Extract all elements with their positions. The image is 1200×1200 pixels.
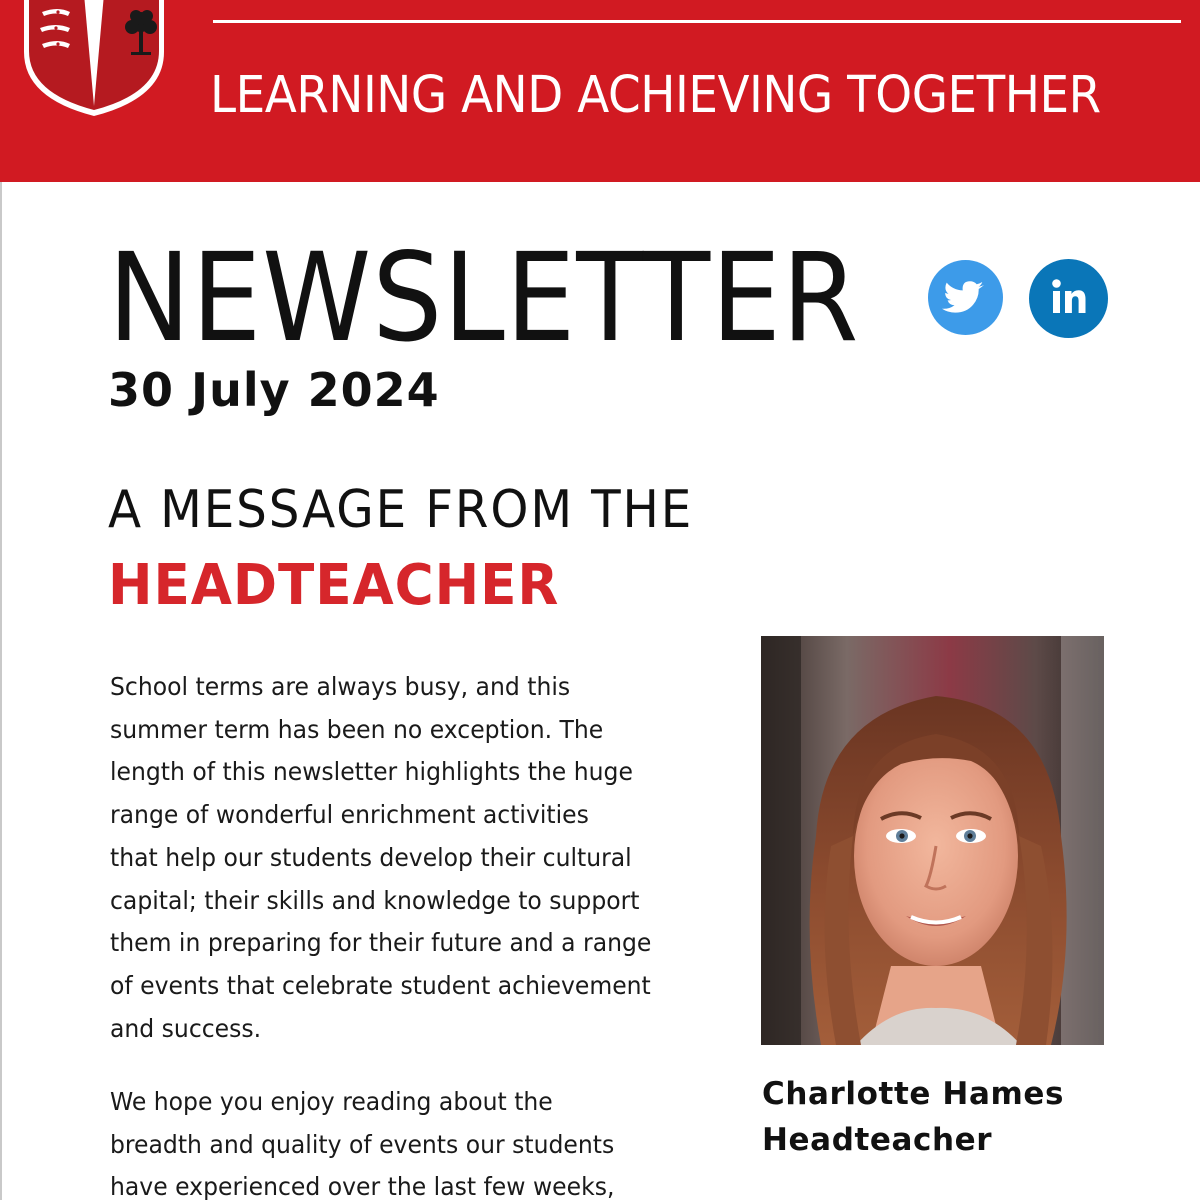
paragraph-line: summer term has been no exception. The: [110, 714, 604, 744]
linkedin-link[interactable]: [1029, 259, 1108, 338]
paragraph-line: of events that celebrate student achievement: [110, 970, 651, 1000]
paragraph-line: them in preparing for their future and a range: [110, 928, 652, 958]
newsletter-date: 30 July 2024: [108, 363, 440, 417]
header-divider: [213, 20, 1181, 23]
paragraph-line: We hope you enjoy reading about the: [110, 1087, 553, 1116]
portrait-image: [761, 636, 1104, 1045]
headteacher-name: Charlotte Hames: [762, 1076, 1065, 1112]
header-banner: [0, 0, 1200, 182]
headteacher-photo: [761, 636, 1104, 1045]
paragraph-line: breadth and quality of events our students: [110, 1129, 615, 1159]
page-border: [0, 182, 2, 1200]
message-paragraph: [110, 1081, 710, 1200]
paragraph-line: range of wonderful enrichment activities: [110, 800, 589, 830]
paragraph-line: have experienced over the last few weeks,: [110, 1172, 615, 1200]
paragraph-line: capital; their skills and knowledge to support: [110, 885, 640, 915]
headteacher-role: Headteacher: [762, 1122, 993, 1158]
section-heading: A MESSAGE FROM THE: [108, 480, 694, 540]
message-paragraph: [110, 666, 710, 1050]
school-tagline: LEARNING AND ACHIEVING TOGETHER: [210, 66, 1101, 125]
paragraph-line: that help our students develop their cultural: [110, 842, 632, 872]
section-heading-accent: HEADTEACHER: [108, 553, 560, 618]
twitter-link[interactable]: [928, 260, 1003, 335]
paragraph-line: length of this newsletter highlights the huge: [110, 757, 633, 787]
paragraph-line: School terms are always busy, and this: [110, 672, 571, 701]
newsletter-title: NEWSLETTER: [108, 227, 860, 369]
linkedin-in-icon: [1029, 259, 1108, 338]
twitter-bird-icon: [928, 260, 1003, 335]
school-crest-icon: [18, 0, 170, 118]
paragraph-line: and success.: [110, 1013, 262, 1043]
